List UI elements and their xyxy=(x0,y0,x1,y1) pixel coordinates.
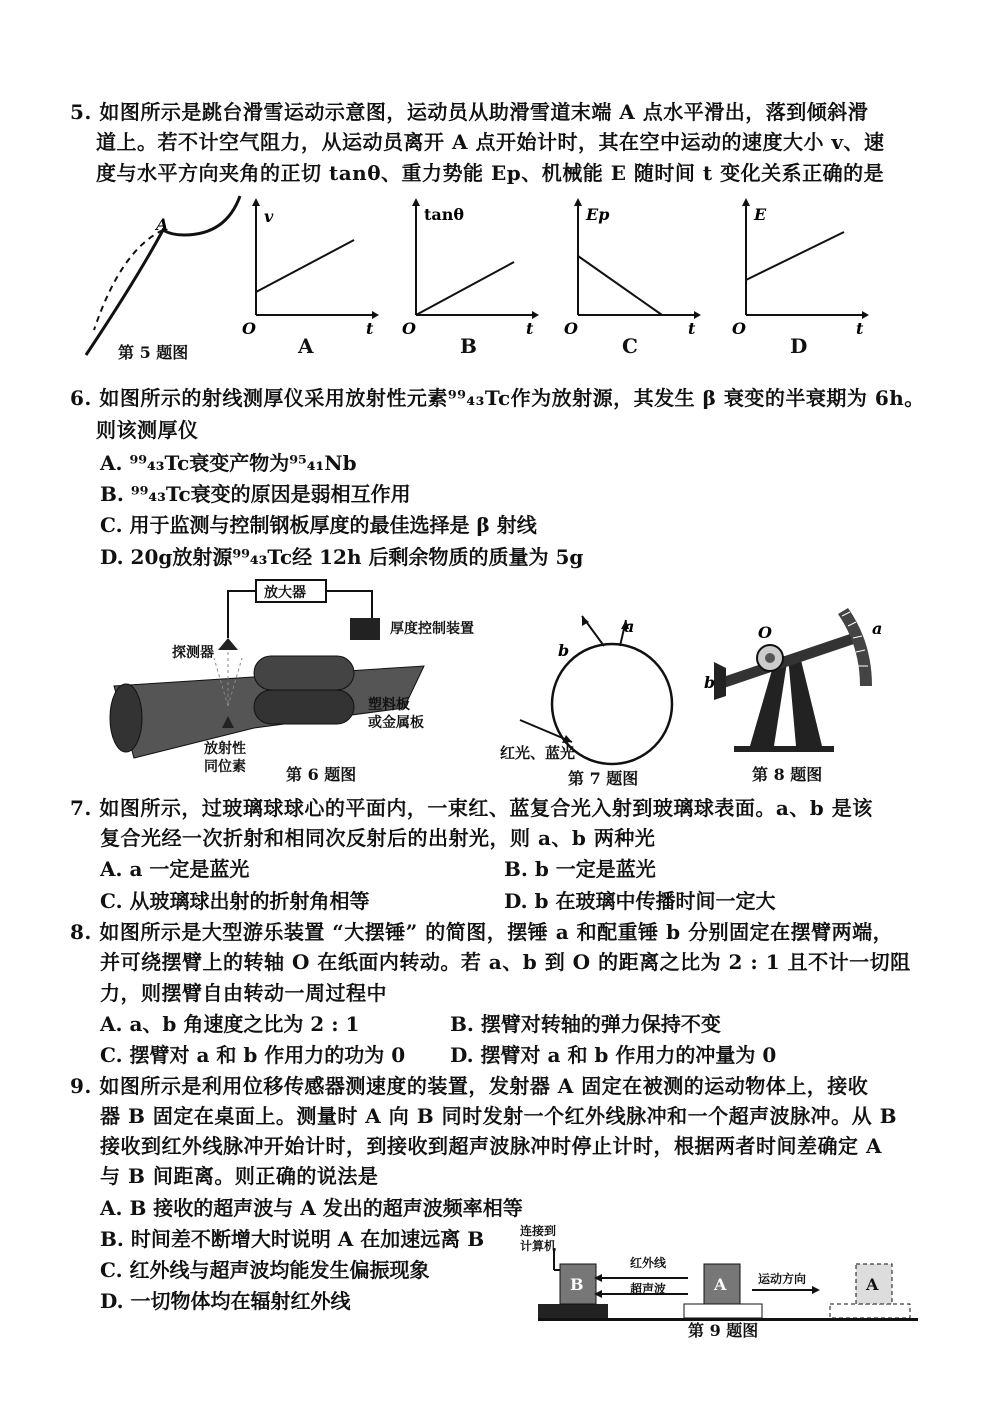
q6-option-a: A. ⁹⁹₄₃Tc衰变产物为⁹⁵₄₁Nb xyxy=(100,451,357,475)
emitter-a-label: A xyxy=(714,1275,727,1294)
q9-line-3: 接收到红外线脉冲开始计时，到接收到超声波脉冲时停止计时，根据两者时间差确定 A xyxy=(100,1134,882,1158)
graph-d-origin: O xyxy=(732,319,746,338)
q7-line-2: 复合光经一次折射和相同次反射后的出射光，则 a、b 两种光 xyxy=(100,826,656,850)
displacement-sensor-figure xyxy=(530,1220,920,1320)
q7-option-c: C. 从玻璃球出射的折射角相等 xyxy=(100,889,370,913)
q9-line-1: 9. 如图所示是利用位移传感器测速度的装置，发射器 A 固定在被测的运动物体上，接收 xyxy=(70,1074,869,1098)
graph-d-option: D xyxy=(790,334,808,358)
q8-figure-caption: 第 8 题图 xyxy=(752,765,823,784)
amplifier-label: 放大器 xyxy=(264,585,306,601)
graph-b-xlabel: t xyxy=(526,319,534,338)
graph-b xyxy=(402,200,534,338)
ski-jump-figure xyxy=(76,190,246,360)
isotope-label-2: 同位素 xyxy=(204,759,246,775)
weight-a-label: a xyxy=(872,619,883,638)
q9-line-2: 器 B 固定在桌面上。测量时 A 向 B 同时发射一个红外线脉冲和一个超声波脉冲。从 B xyxy=(100,1104,897,1128)
q7-figure-caption: 第 7 题图 xyxy=(568,769,639,788)
q5-figure-caption: 第 5 题图 xyxy=(118,343,189,362)
plate-label-1: 塑料板 xyxy=(368,697,410,713)
q9-line-4: 与 B 间距离。则正确的说法是 xyxy=(100,1164,379,1188)
q6-line-2: 则该测厚仪 xyxy=(96,418,199,442)
q8-option-a: A. a、b 角速度之比为 2 : 1 xyxy=(100,1012,360,1036)
q8-line-2: 并可绕摆臂上的转轴 O 在纸面内转动。若 a、b 到 O 的距离之比为 2 : 1 且不计一切阻 xyxy=(100,950,911,974)
q9-option-a: A. B 接收的超声波与 A 发出的超声波频率相等 xyxy=(100,1196,523,1220)
plate-label-2: 或金属板 xyxy=(368,715,424,731)
graph-c-xlabel: t xyxy=(688,319,696,338)
q7-option-b: B. b 一定是蓝光 xyxy=(504,857,656,881)
ultrasound-label: 超声波 xyxy=(630,1282,667,1296)
graph-d xyxy=(732,200,864,338)
point-a-label: A xyxy=(156,215,169,234)
q7-option-d: D. b 在玻璃中传播时间一定大 xyxy=(504,889,776,913)
graph-a-origin: O xyxy=(242,319,256,338)
q8-option-d: D. 摆臂对 a 和 b 作用力的冲量为 0 xyxy=(450,1043,777,1067)
thickness-control-label: 厚度控制装置 xyxy=(390,621,474,637)
ray-a-label: a xyxy=(624,617,635,636)
graph-a-xlabel: t xyxy=(366,319,374,338)
pendulum-figure xyxy=(700,596,890,766)
graph-a-ylabel: v xyxy=(264,207,274,226)
q8-option-b: B. 摆臂对转轴的弹力保持不变 xyxy=(450,1012,721,1036)
q9-option-c: C. 红外线与超声波均能发生偏振现象 xyxy=(100,1258,430,1282)
graph-b-option: B xyxy=(460,334,477,358)
receiver-b-label: B xyxy=(570,1275,584,1294)
computer-label-1: 连接到 xyxy=(520,1224,557,1238)
q5-line-3: 度与水平方向夹角的正切 tanθ、重力势能 Ep、机械能 E 随时间 t 变化关系正确的是 xyxy=(96,161,885,185)
q9-figure-caption: 第 9 题图 xyxy=(688,1321,759,1340)
q6-option-c: C. 用于监测与控制钢板厚度的最佳选择是 β 射线 xyxy=(100,513,537,537)
emitter-a-moved-label: A xyxy=(866,1275,879,1294)
ray-b-label: b xyxy=(558,641,570,660)
q7-option-a: A. a 一定是蓝光 xyxy=(100,857,250,881)
graph-b-ylabel: tanθ xyxy=(424,205,465,224)
computer-label-2: 计算机 xyxy=(520,1239,557,1253)
q9-option-b: B. 时间差不断增大时说明 A 在加速远离 B xyxy=(100,1227,485,1251)
graph-c-ylabel: Ep xyxy=(586,205,610,224)
q9-option-d: D. 一切物体均在辐射红外线 xyxy=(100,1289,351,1313)
graph-d-xlabel: t xyxy=(856,319,864,338)
q6-line-1: 6. 如图所示的射线测厚仪采用放射性元素⁹⁹₄₃Tc作为放射源，其发生 β 衰变的半衰期为 6h。 xyxy=(70,386,925,410)
q6-option-d: D. 20g放射源⁹⁹₄₃Tc经 12h 后剩余物质的质量为 5g xyxy=(100,545,584,569)
q8-line-3: 力，则摆臂自由转动一周过程中 xyxy=(100,981,387,1005)
direction-label: 运动方向 xyxy=(758,1272,807,1286)
graph-d-ylabel: E xyxy=(754,205,767,224)
graph-a xyxy=(242,200,374,338)
thickness-gauge-figure xyxy=(104,578,434,768)
graph-c-origin: O xyxy=(564,319,578,338)
graph-b-origin: O xyxy=(402,319,416,338)
q6-option-b: B. ⁹⁹₄₃Tc衰变的原因是弱相互作用 xyxy=(100,482,411,506)
infrared-label: 红外线 xyxy=(630,1256,667,1270)
isotope-label-1: 放射性 xyxy=(204,741,246,757)
q5-line-2: 道上。若不计空气阻力，从运动员离开 A 点开始计时，其在空中运动的速度大小 v、速 xyxy=(96,130,885,154)
graph-c-option: C xyxy=(622,334,638,358)
red-blue-light-label: 红光、蓝光 xyxy=(500,744,576,762)
q6-figure-caption: 第 6 题图 xyxy=(286,765,357,784)
weight-b-label: b xyxy=(704,673,716,692)
graph-a-option: A xyxy=(298,334,314,358)
q8-option-c: C. 摆臂对 a 和 b 作用力的功为 0 xyxy=(100,1043,406,1067)
q7-line-1: 7. 如图所示，过玻璃球球心的平面内，一束红、蓝复合光入射到玻璃球表面。a、b 是该 xyxy=(70,796,873,820)
graph-c xyxy=(564,200,696,338)
detector-label: 探测器 xyxy=(172,645,214,661)
q5-line-1: 5. 如图所示是跳台滑雪运动示意图，运动员从助滑雪道末端 A 点水平滑出，落到倾斜滑 xyxy=(70,100,869,124)
axis-o-label: O xyxy=(758,623,772,642)
q8-line-1: 8. 如图所示是大型游乐装置 “大摆锤” 的简图，摆锤 a 和配重锤 b 分别固定在摆臂两端， xyxy=(70,920,894,944)
